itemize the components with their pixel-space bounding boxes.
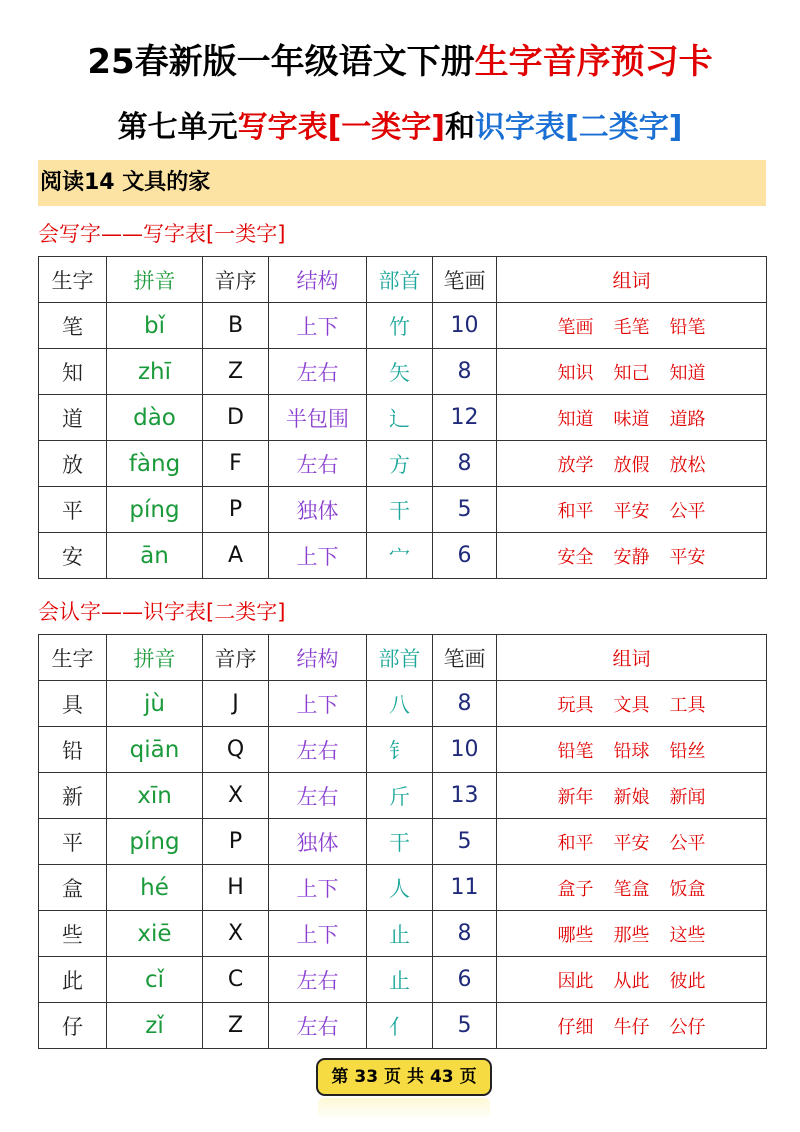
cell-char: 些 — [39, 911, 107, 957]
page-suffix: 页 — [459, 1067, 477, 1087]
example-word: 饭盒 — [669, 878, 706, 900]
example-word: 和平 — [557, 832, 594, 854]
cell-strokes: 5 — [433, 819, 497, 865]
cell-char: 具 — [39, 681, 107, 727]
cell-char: 知 — [39, 349, 107, 395]
cell-strokes: 8 — [433, 441, 497, 487]
example-word: 道路 — [669, 408, 706, 430]
table-row — [39, 1003, 767, 1049]
example-word: 公仔 — [669, 1016, 706, 1038]
write-characters-table — [38, 256, 767, 579]
example-word: 彼此 — [669, 970, 706, 992]
column-header-pinyin: 拼音 — [107, 635, 203, 681]
cell-pinyin: zǐ — [107, 1003, 203, 1049]
table-row — [39, 349, 767, 395]
example-word: 笔盒 — [613, 878, 650, 900]
page-label: 第 — [331, 1067, 349, 1087]
subtitle-and: 和 — [445, 110, 475, 145]
table-row — [39, 303, 767, 349]
cell-structure: 左右 — [269, 727, 367, 773]
example-word: 笔画 — [557, 316, 594, 338]
cell-order: X — [203, 773, 269, 819]
table-header-row — [39, 635, 767, 681]
page-indicator-reflection — [318, 1098, 490, 1120]
cell-radical: 斤 — [367, 773, 433, 819]
example-word: 平安 — [613, 500, 650, 522]
column-header-radical: 部首 — [367, 635, 433, 681]
cell-words — [497, 681, 767, 727]
cell-pinyin: píng — [107, 819, 203, 865]
example-word: 安全 — [557, 546, 594, 568]
example-word: 铅球 — [613, 740, 650, 762]
cell-structure: 半包围 — [269, 395, 367, 441]
cell-radical: 矢 — [367, 349, 433, 395]
lesson-title: 阅读14 文具的家 — [38, 160, 766, 206]
cell-order: D — [203, 395, 269, 441]
example-word: 盒子 — [557, 878, 594, 900]
example-word: 放假 — [613, 454, 650, 476]
example-word: 安静 — [613, 546, 650, 568]
example-word: 仔细 — [557, 1016, 594, 1038]
example-word: 牛仔 — [613, 1016, 650, 1038]
cell-order: Z — [203, 349, 269, 395]
cell-structure: 上下 — [269, 911, 367, 957]
subtitle-read-table: 识字表[二类字] — [475, 110, 683, 145]
table-row — [39, 773, 767, 819]
cell-structure: 左右 — [269, 957, 367, 1003]
table-row — [39, 819, 767, 865]
cell-radical: 止 — [367, 911, 433, 957]
cell-words — [497, 395, 767, 441]
cell-structure: 左右 — [269, 1003, 367, 1049]
cell-pinyin: dào — [107, 395, 203, 441]
cell-words — [497, 349, 767, 395]
cell-words — [497, 957, 767, 1003]
cell-words — [497, 487, 767, 533]
cell-order: P — [203, 487, 269, 533]
cell-words — [497, 1003, 767, 1049]
column-header-order: 音序 — [203, 635, 269, 681]
example-word: 铅丝 — [669, 740, 706, 762]
cell-pinyin: jù — [107, 681, 203, 727]
example-word: 放学 — [557, 454, 594, 476]
write-section-label: 会写字——写字表[一类字] — [38, 222, 286, 246]
example-word: 那些 — [613, 924, 650, 946]
page-total: 43 — [429, 1067, 454, 1087]
example-word: 知识 — [557, 362, 594, 384]
cell-char: 此 — [39, 957, 107, 1003]
column-header-structure: 结构 — [269, 635, 367, 681]
cell-char: 铅 — [39, 727, 107, 773]
table-row — [39, 957, 767, 1003]
cell-pinyin: ān — [107, 533, 203, 579]
cell-pinyin: píng — [107, 487, 203, 533]
cell-strokes: 10 — [433, 727, 497, 773]
cell-order: C — [203, 957, 269, 1003]
example-word: 知道 — [669, 362, 706, 384]
cell-strokes: 11 — [433, 865, 497, 911]
cell-char: 笔 — [39, 303, 107, 349]
column-header-structure: 结构 — [269, 257, 367, 303]
cell-order: Q — [203, 727, 269, 773]
example-word: 毛笔 — [613, 316, 650, 338]
example-word: 公平 — [669, 500, 706, 522]
title-main: 25春新版一年级语文下册 — [87, 42, 475, 82]
cell-structure: 左右 — [269, 441, 367, 487]
page-title — [0, 40, 800, 84]
example-word: 这些 — [669, 924, 706, 946]
example-word: 知道 — [557, 408, 594, 430]
cell-strokes: 8 — [433, 349, 497, 395]
cell-strokes: 6 — [433, 957, 497, 1003]
cell-words — [497, 865, 767, 911]
table-row — [39, 727, 767, 773]
column-header-char: 生字 — [39, 635, 107, 681]
column-header-char: 生字 — [39, 257, 107, 303]
cell-pinyin: zhī — [107, 349, 203, 395]
cell-char: 安 — [39, 533, 107, 579]
cell-strokes: 12 — [433, 395, 497, 441]
cell-radical: 人 — [367, 865, 433, 911]
cell-char: 放 — [39, 441, 107, 487]
page-mid: 页 共 — [384, 1067, 424, 1087]
cell-radical: 宀 — [367, 533, 433, 579]
cell-strokes: 6 — [433, 533, 497, 579]
cell-structure: 左右 — [269, 349, 367, 395]
example-word: 铅笔 — [557, 740, 594, 762]
example-word: 新闻 — [669, 786, 706, 808]
title-highlight: 生字音序预习卡 — [474, 42, 713, 82]
example-word: 味道 — [613, 408, 650, 430]
cell-radical: 止 — [367, 957, 433, 1003]
table-row — [39, 395, 767, 441]
cell-strokes: 5 — [433, 1003, 497, 1049]
cell-structure: 上下 — [269, 681, 367, 727]
table-row — [39, 441, 767, 487]
cell-words — [497, 441, 767, 487]
subtitle-write-table: 写字表[一类字] — [237, 110, 445, 145]
example-word: 哪些 — [557, 924, 594, 946]
example-word: 新年 — [557, 786, 594, 808]
column-header-radical: 部首 — [367, 257, 433, 303]
cell-char: 道 — [39, 395, 107, 441]
column-header-order: 音序 — [203, 257, 269, 303]
cell-char: 盒 — [39, 865, 107, 911]
cell-radical: 竹 — [367, 303, 433, 349]
unit-subtitle — [0, 108, 800, 148]
example-word: 放松 — [669, 454, 706, 476]
table-row — [39, 533, 767, 579]
cell-radical: 八 — [367, 681, 433, 727]
example-word: 平安 — [613, 832, 650, 854]
cell-order: A — [203, 533, 269, 579]
cell-pinyin: cǐ — [107, 957, 203, 1003]
cell-words — [497, 773, 767, 819]
cell-order: F — [203, 441, 269, 487]
example-word: 新娘 — [613, 786, 650, 808]
example-word: 公平 — [669, 832, 706, 854]
table-row — [39, 487, 767, 533]
cell-pinyin: xiē — [107, 911, 203, 957]
cell-char: 平 — [39, 487, 107, 533]
cell-structure: 上下 — [269, 865, 367, 911]
cell-radical: 钅 — [367, 727, 433, 773]
cell-order: X — [203, 911, 269, 957]
table-row — [39, 865, 767, 911]
cell-structure: 左右 — [269, 773, 367, 819]
cell-words — [497, 819, 767, 865]
column-header-strokes: 笔画 — [433, 635, 497, 681]
cell-strokes: 10 — [433, 303, 497, 349]
cell-structure: 独体 — [269, 487, 367, 533]
example-word: 铅笔 — [669, 316, 706, 338]
example-word: 玩具 — [557, 694, 594, 716]
read-section-label: 会认字——识字表[二类字] — [38, 600, 286, 624]
cell-char: 仔 — [39, 1003, 107, 1049]
cell-strokes: 13 — [433, 773, 497, 819]
example-word: 从此 — [613, 970, 650, 992]
example-word: 因此 — [557, 970, 594, 992]
cell-radical: 干 — [367, 819, 433, 865]
cell-words — [497, 533, 767, 579]
page-indicator — [316, 1058, 492, 1096]
column-header-words: 组词 — [497, 257, 767, 303]
column-header-pinyin: 拼音 — [107, 257, 203, 303]
cell-radical: 亻 — [367, 1003, 433, 1049]
page-current: 33 — [354, 1067, 379, 1087]
cell-words — [497, 727, 767, 773]
cell-words — [497, 303, 767, 349]
example-word: 知己 — [613, 362, 650, 384]
cell-pinyin: xīn — [107, 773, 203, 819]
cell-order: H — [203, 865, 269, 911]
cell-words — [497, 911, 767, 957]
cell-structure: 独体 — [269, 819, 367, 865]
example-word: 工具 — [669, 694, 706, 716]
cell-order: Z — [203, 1003, 269, 1049]
cell-strokes: 8 — [433, 681, 497, 727]
cell-order: B — [203, 303, 269, 349]
cell-strokes: 8 — [433, 911, 497, 957]
table-header-row — [39, 257, 767, 303]
subtitle-unit: 第七单元 — [117, 110, 238, 145]
cell-strokes: 5 — [433, 487, 497, 533]
table-row — [39, 911, 767, 957]
example-word: 平安 — [669, 546, 706, 568]
cell-structure: 上下 — [269, 533, 367, 579]
example-word: 和平 — [557, 500, 594, 522]
cell-pinyin: qiān — [107, 727, 203, 773]
cell-order: P — [203, 819, 269, 865]
cell-char: 平 — [39, 819, 107, 865]
cell-radical: 干 — [367, 487, 433, 533]
table-row — [39, 681, 767, 727]
read-characters-table — [38, 634, 767, 1049]
cell-pinyin: fàng — [107, 441, 203, 487]
column-header-words: 组词 — [497, 635, 767, 681]
cell-radical: 方 — [367, 441, 433, 487]
cell-order: J — [203, 681, 269, 727]
cell-pinyin: bǐ — [107, 303, 203, 349]
cell-radical: 辶 — [367, 395, 433, 441]
cell-pinyin: hé — [107, 865, 203, 911]
cell-structure: 上下 — [269, 303, 367, 349]
example-word: 文具 — [613, 694, 650, 716]
column-header-strokes: 笔画 — [433, 257, 497, 303]
cell-char: 新 — [39, 773, 107, 819]
